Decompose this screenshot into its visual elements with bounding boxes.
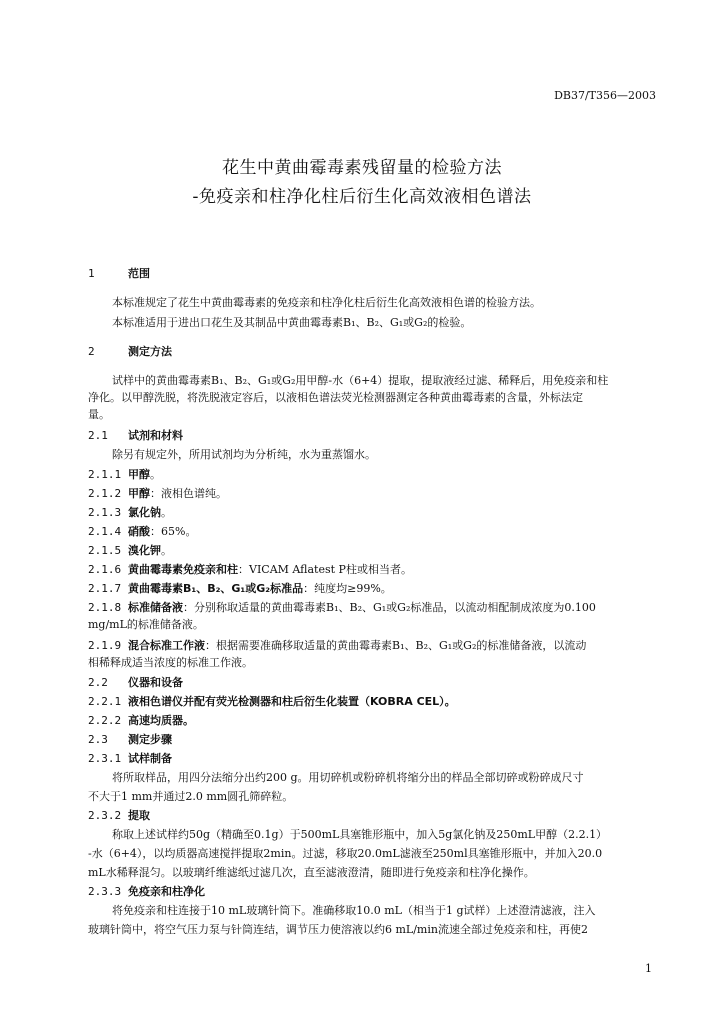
- paragraph: mL水稀释混匀。以玻璃纤维滤纸过滤几次，直至滤液澄清，随即进行免疫亲和柱净化操作。: [88, 866, 535, 879]
- paragraph: 净化。以甲醇洗脱，将洗脱液定容后，以液相色谱法荧光检测器测定各种黄曲霉毒素的含量，外标法定: [88, 391, 583, 404]
- paragraph: 将所取样品，用四分法缩分出约200 g。用切碎机或粉碎机将缩分出的样品全部切碎或粉碎成尺寸: [112, 771, 584, 784]
- section-heading-1: 1 范围: [88, 267, 150, 280]
- paragraph: 试样中的黄曲霉毒素B₁、B₂、G₁或G₂用甲醇-水（6+4）提取，提取液经过滤、稀释后，用免疫亲和柱: [112, 374, 609, 387]
- clause-2-2-2: 2.2.2 高速均质器。: [88, 714, 194, 727]
- paragraph: 量。: [88, 408, 110, 421]
- clause-2-1-9-continued: 相稀释成适当浓度的标准工作液。: [88, 656, 253, 669]
- clause-2-1-8-continued: mg/mL的标准储备液。: [88, 618, 204, 631]
- clause-2-1-2: 2.1.2 甲醇：液相色谱纯。: [88, 487, 227, 500]
- paragraph: 除另有规定外，所用试剂均为分析纯，水为重蒸馏水。: [112, 448, 376, 461]
- clause-2-3-1: 2.3.1 试样制备: [88, 752, 172, 765]
- standard-code: DB37/T356—2003: [554, 89, 656, 102]
- clause-2-1-3: 2.1.3 氯化钠。: [88, 506, 172, 519]
- clause-2-1-7: 2.1.7 黄曲霉毒素B₁、B₂、G₁或G₂标准品：纯度均≥99%。: [88, 582, 392, 595]
- clause-2-2-1: 2.2.1 液相色谱仪并配有荧光检测器和柱后衍生化装置（KOBRA CEL）。: [88, 695, 456, 708]
- paragraph: 将免疫亲和柱连接于10 mL玻璃针筒下。准确移取10.0 mL（相当于1 g试样）上述澄清滤液，注入: [112, 904, 596, 917]
- section-heading-2: 2 测定方法: [88, 345, 172, 358]
- clause-2-1-9: 2.1.9 混合标准工作液：根据需要准确移取适量的黄曲霉毒素B₁、B₂、G₁或G₂的标准储备液，以流动: [88, 639, 587, 652]
- clause-2-1-5: 2.1.5 溴化钾。: [88, 544, 172, 557]
- paragraph: 玻璃针筒中，将空气压力泵与针筒连结，调节压力使溶液以约6 mL/min流速全部过免疫亲和柱，再使2: [88, 923, 588, 936]
- paragraph: 不大于1 mm并通过2.0 mm圆孔筛碎粒。: [88, 790, 294, 803]
- clause-2-3-3: 2.3.3 免疫亲和柱净化: [88, 885, 205, 898]
- paragraph: 称取上述试样约50g（精确至0.1g）于500mL具塞锥形瓶中，加入5g氯化钠及250mL甲醇（2.2.1）: [112, 828, 608, 841]
- document-title-line-2: -免疫亲和柱净化柱后衍生化高效液相色谱法: [192, 187, 532, 207]
- clause-2-1-6: 2.1.6 黄曲霉毒素免疫亲和柱：VICAM Aflatest P柱或相当者。: [88, 563, 412, 576]
- paragraph: 本标准规定了花生中黄曲霉毒素的免疫亲和柱净化柱后衍生化高效液相色谱的检验方法。: [112, 296, 541, 309]
- clause-2-1-8: 2.1.8 标准储备液：分别称取适量的黄曲霉毒素B₁、B₂、G₁或G₂标准品，以流动相配制成浓度为0.100: [88, 601, 596, 614]
- document-title-line-1: 花生中黄曲霉毒素残留量的检验方法: [222, 158, 502, 178]
- section-heading-2-1: 2.1 试剂和材料: [88, 429, 183, 442]
- clause-2-3-2: 2.3.2 提取: [88, 809, 150, 822]
- paragraph: -水（6+4），以均质器高速搅拌提取2min。过滤，移取20.0mL滤液至250ml具塞锥形瓶中，并加入20.0: [88, 847, 603, 860]
- page-number: 1: [645, 962, 652, 975]
- clause-2-1-4: 2.1.4 硝酸：65%。: [88, 525, 197, 538]
- section-heading-2-2: 2.2 仪器和设备: [88, 676, 183, 689]
- clause-2-1-1: 2.1.1 甲醇。: [88, 468, 161, 481]
- section-heading-2-3: 2.3 测定步骤: [88, 733, 172, 746]
- paragraph: 本标准适用于进出口花生及其制品中黄曲霉毒素B₁、B₂、G₁或G₂的检验。: [112, 316, 472, 329]
